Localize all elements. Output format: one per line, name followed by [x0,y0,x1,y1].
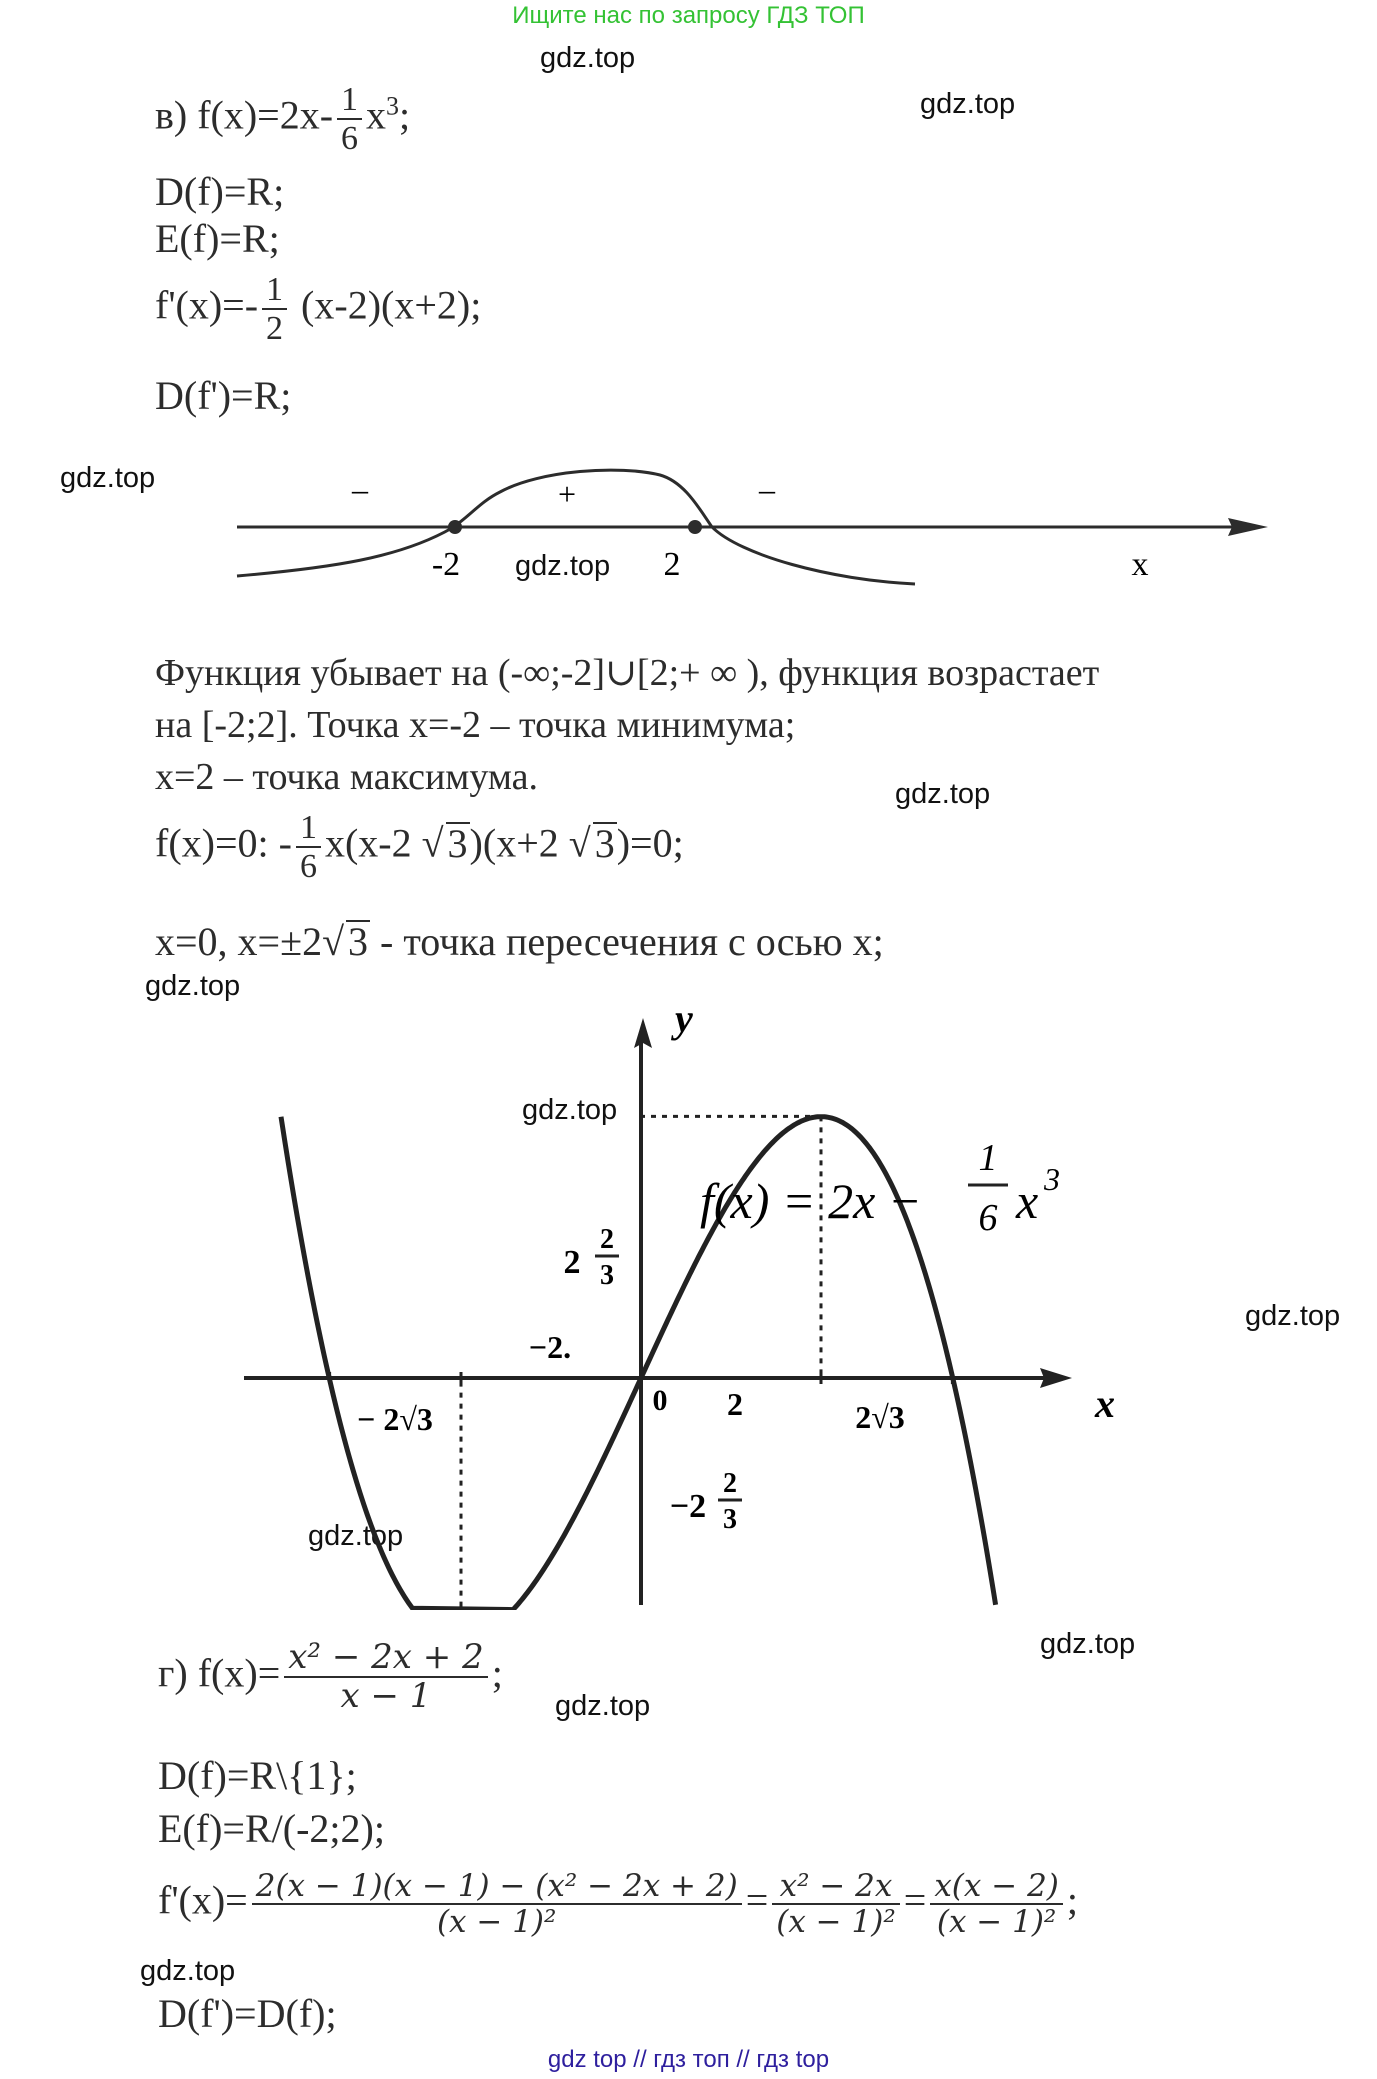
sign-chart-arrow [1228,518,1268,536]
max-label-num: 2 [600,1224,614,1255]
part-g-range: E(f)=R/(-2;2); [158,1806,385,1851]
watermark: gdz.top [1040,1628,1136,1660]
watermark: gdz.top [895,778,991,810]
part-g-domain: D(f)=R\{1}; [158,1753,357,1798]
sign-chart [0,440,1377,600]
watermark: gdz.top [145,970,241,1002]
graph-formula: f(x) = 2x − [700,1173,922,1229]
graph-formula-num: 1 [978,1137,998,1179]
tick-label-origin: 0 [652,1384,668,1417]
watermark: gdz.top [540,42,636,74]
watermark: gdz.top [140,1955,236,1987]
top-banner[interactable] [0,2,1377,30]
part-v-function: в) f(x)=2x- $\frac{1}{6}$ $x^3$; [155,81,411,157]
zeros-equation: f(x)=0: - $\frac{1}{6}$ x(x-2 √ 3)(x+2 √ 3)=0; [155,809,684,885]
max-label-int: 2 [563,1244,581,1281]
part-v-domain: D(f)=R; [155,169,285,214]
y-axis-label: y [675,996,693,1041]
min-label-den: 3 [723,1504,737,1535]
max-label-den: 3 [600,1260,614,1291]
part-v-range: E(f)=R; [155,216,280,261]
min-label-num: 2 [723,1468,737,1499]
graph-formula-exp: 3 [1044,1161,1060,1197]
tick-label-neg-root: − 2√3 [357,1401,433,1437]
graph-formula-x: x [1016,1173,1039,1229]
sign-axis-label: x [1131,546,1149,583]
watermark: gdz.top [308,1520,404,1552]
sign-point-label: -2 [431,546,461,583]
part-v-derivative: f'(x)=- $\frac{1}{2}$ (x-2)(x+2); [155,271,482,347]
min-label-int: −2 [669,1488,707,1525]
watermark: gdz.top [555,1690,651,1722]
conclusion-line: Функция убывает на (-∞;-2]∪[2;+ ∞ ), функция возрастает [155,652,1100,694]
bottom-banner[interactable] [0,2046,1377,2074]
bottom-banner-text[interactable]: gdz top // гдз топ // гдз top [547,2046,830,2073]
part-g-function: г) f(x)= $\frac{\text{x² − 2x + 2}}{x - 1}$ ; [158,1637,503,1716]
watermark: gdz.top [60,462,156,494]
conclusion-line: x=2 – точка максимума. [155,756,538,798]
watermark: gdz.top [920,88,1016,120]
top-banner-text[interactable]: Ищите нас по запросу ГДЗ ТОП [512,2,865,29]
part-g-derivative: f'(x)= $\frac{\text{2(x − 1)(x − 1) − (x² − 2x + 2)}}{\text{(x − 1)²}}$ = $\frac{\text{x² − 2x}}{\text{(x − 1)²}}$ = $\frac{x(x - 2)}{\text{(x − 1)²}}$ ; [158,1868,1079,1940]
sign-point [688,520,702,534]
conclusion-line: на [-2;2]. Точка x=-2 – точка минимума; [155,704,796,746]
sign-label: – [352,471,368,507]
watermark: gdz.top [522,1094,618,1126]
sign-point-label: 2 [663,546,681,583]
watermark: gdz.top [1245,1300,1341,1332]
x-axis-arrow [1040,1368,1072,1388]
sign-point [448,520,462,534]
x-axis-label: x [1095,1381,1115,1426]
intersection-line: x=0, x=±2√ 3 - точка пересечения с осью x; [155,919,884,964]
graph-formula-den: 6 [978,1197,998,1239]
function-graph [0,990,1377,1610]
part-v-derivative-domain: D(f')=R; [155,373,292,418]
sign-label: – [759,471,775,507]
sign-label: + [557,476,577,512]
tick-label-pos-root: 2√3 [855,1399,905,1435]
part-g-derivative-domain: D(f')=D(f); [158,1991,337,2036]
tick-label-minus2: −2. [528,1329,572,1365]
tick-label-2: 2 [727,1386,743,1422]
watermark: gdz.top [515,550,611,582]
